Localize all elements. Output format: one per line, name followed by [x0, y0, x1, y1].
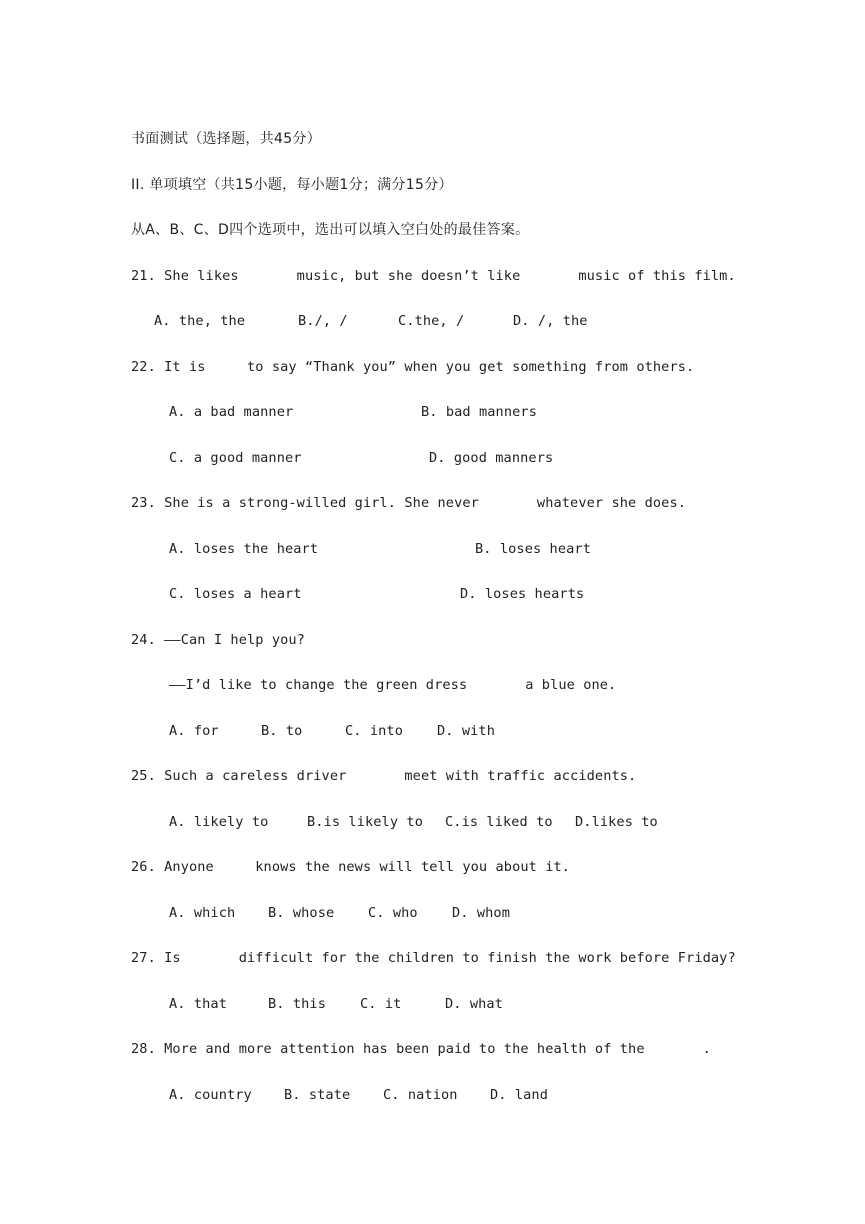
q21-option-a[interactable]: A. the, the [154, 313, 246, 329]
q24-option-d[interactable]: D. with [437, 723, 495, 739]
q28-option-a[interactable]: A. country [169, 1087, 252, 1103]
q22-option-d[interactable]: D. good manners [429, 450, 554, 466]
q21-option-d[interactable]: D. /, the [513, 313, 588, 329]
question-24-stem: 24. ——Can I help you? [131, 632, 305, 648]
q22-option-a[interactable]: A. a bad manner [169, 404, 294, 420]
q24-option-c[interactable]: C. into [345, 723, 403, 739]
question-25-stem: 25. Such a careless driver meet with traffic accidents. [131, 768, 637, 784]
instructions: 从A、B、C、D四个选项中，选出可以填入空白处的最佳答案。 [131, 222, 530, 238]
question-22-stem: 22. It is to say “Thank you” when you get something from others. [131, 359, 695, 375]
q24-option-b[interactable]: B. to [261, 723, 303, 739]
q26-option-a[interactable]: A. which [169, 905, 236, 921]
q23-option-a[interactable]: A. loses the heart [169, 541, 319, 557]
q28-option-d[interactable]: D. land [490, 1087, 548, 1103]
q28-option-c[interactable]: C. nation [383, 1087, 458, 1103]
q21-option-c[interactable]: C.the, / [398, 313, 465, 329]
part-heading: II. 单项填空（共15小题，每小题1分；满分15分） [131, 177, 453, 193]
q22-option-c[interactable]: C. a good manner [169, 450, 302, 466]
q27-option-a[interactable]: A. that [169, 996, 227, 1012]
q28-option-b[interactable]: B. state [284, 1087, 351, 1103]
q27-option-c[interactable]: C. it [360, 996, 402, 1012]
question-23-stem: 23. She is a strong-willed girl. She never whatever she does. [131, 495, 687, 511]
question-26-stem: 26. Anyone knows the news will tell you about it. [131, 859, 571, 875]
q26-option-d[interactable]: D. whom [452, 905, 510, 921]
question-21-stem: 21. She likes music, but she doesn’t like music of this film. [131, 268, 736, 284]
q22-option-b[interactable]: B. bad manners [421, 404, 537, 420]
question-27-stem: 27. Is difficult for the children to finish the work before Friday? [131, 950, 736, 966]
q23-option-b[interactable]: B. loses heart [475, 541, 591, 557]
q26-option-c[interactable]: C. who [368, 905, 418, 921]
q24-option-a[interactable]: A. for [169, 723, 219, 739]
q23-option-d[interactable]: D. loses hearts [460, 586, 585, 602]
q27-option-d[interactable]: D. what [445, 996, 503, 1012]
section-title: 书面测试（选择题，共45分） [131, 131, 322, 147]
question-24-reply: ——I’d like to change the green dress a blue one. [169, 677, 617, 693]
q26-option-b[interactable]: B. whose [268, 905, 335, 921]
q23-option-c[interactable]: C. loses a heart [169, 586, 302, 602]
q21-option-b[interactable]: B./, / [298, 313, 348, 329]
q27-option-b[interactable]: B. this [268, 996, 326, 1012]
q25-option-b[interactable]: B.is likely to [307, 814, 423, 830]
q25-option-c[interactable]: C.is liked to [445, 814, 553, 830]
question-28-stem: 28. More and more attention has been paid to the health of the . [131, 1041, 711, 1057]
q25-option-d[interactable]: D.likes to [575, 814, 658, 830]
q25-option-a[interactable]: A. likely to [169, 814, 269, 830]
